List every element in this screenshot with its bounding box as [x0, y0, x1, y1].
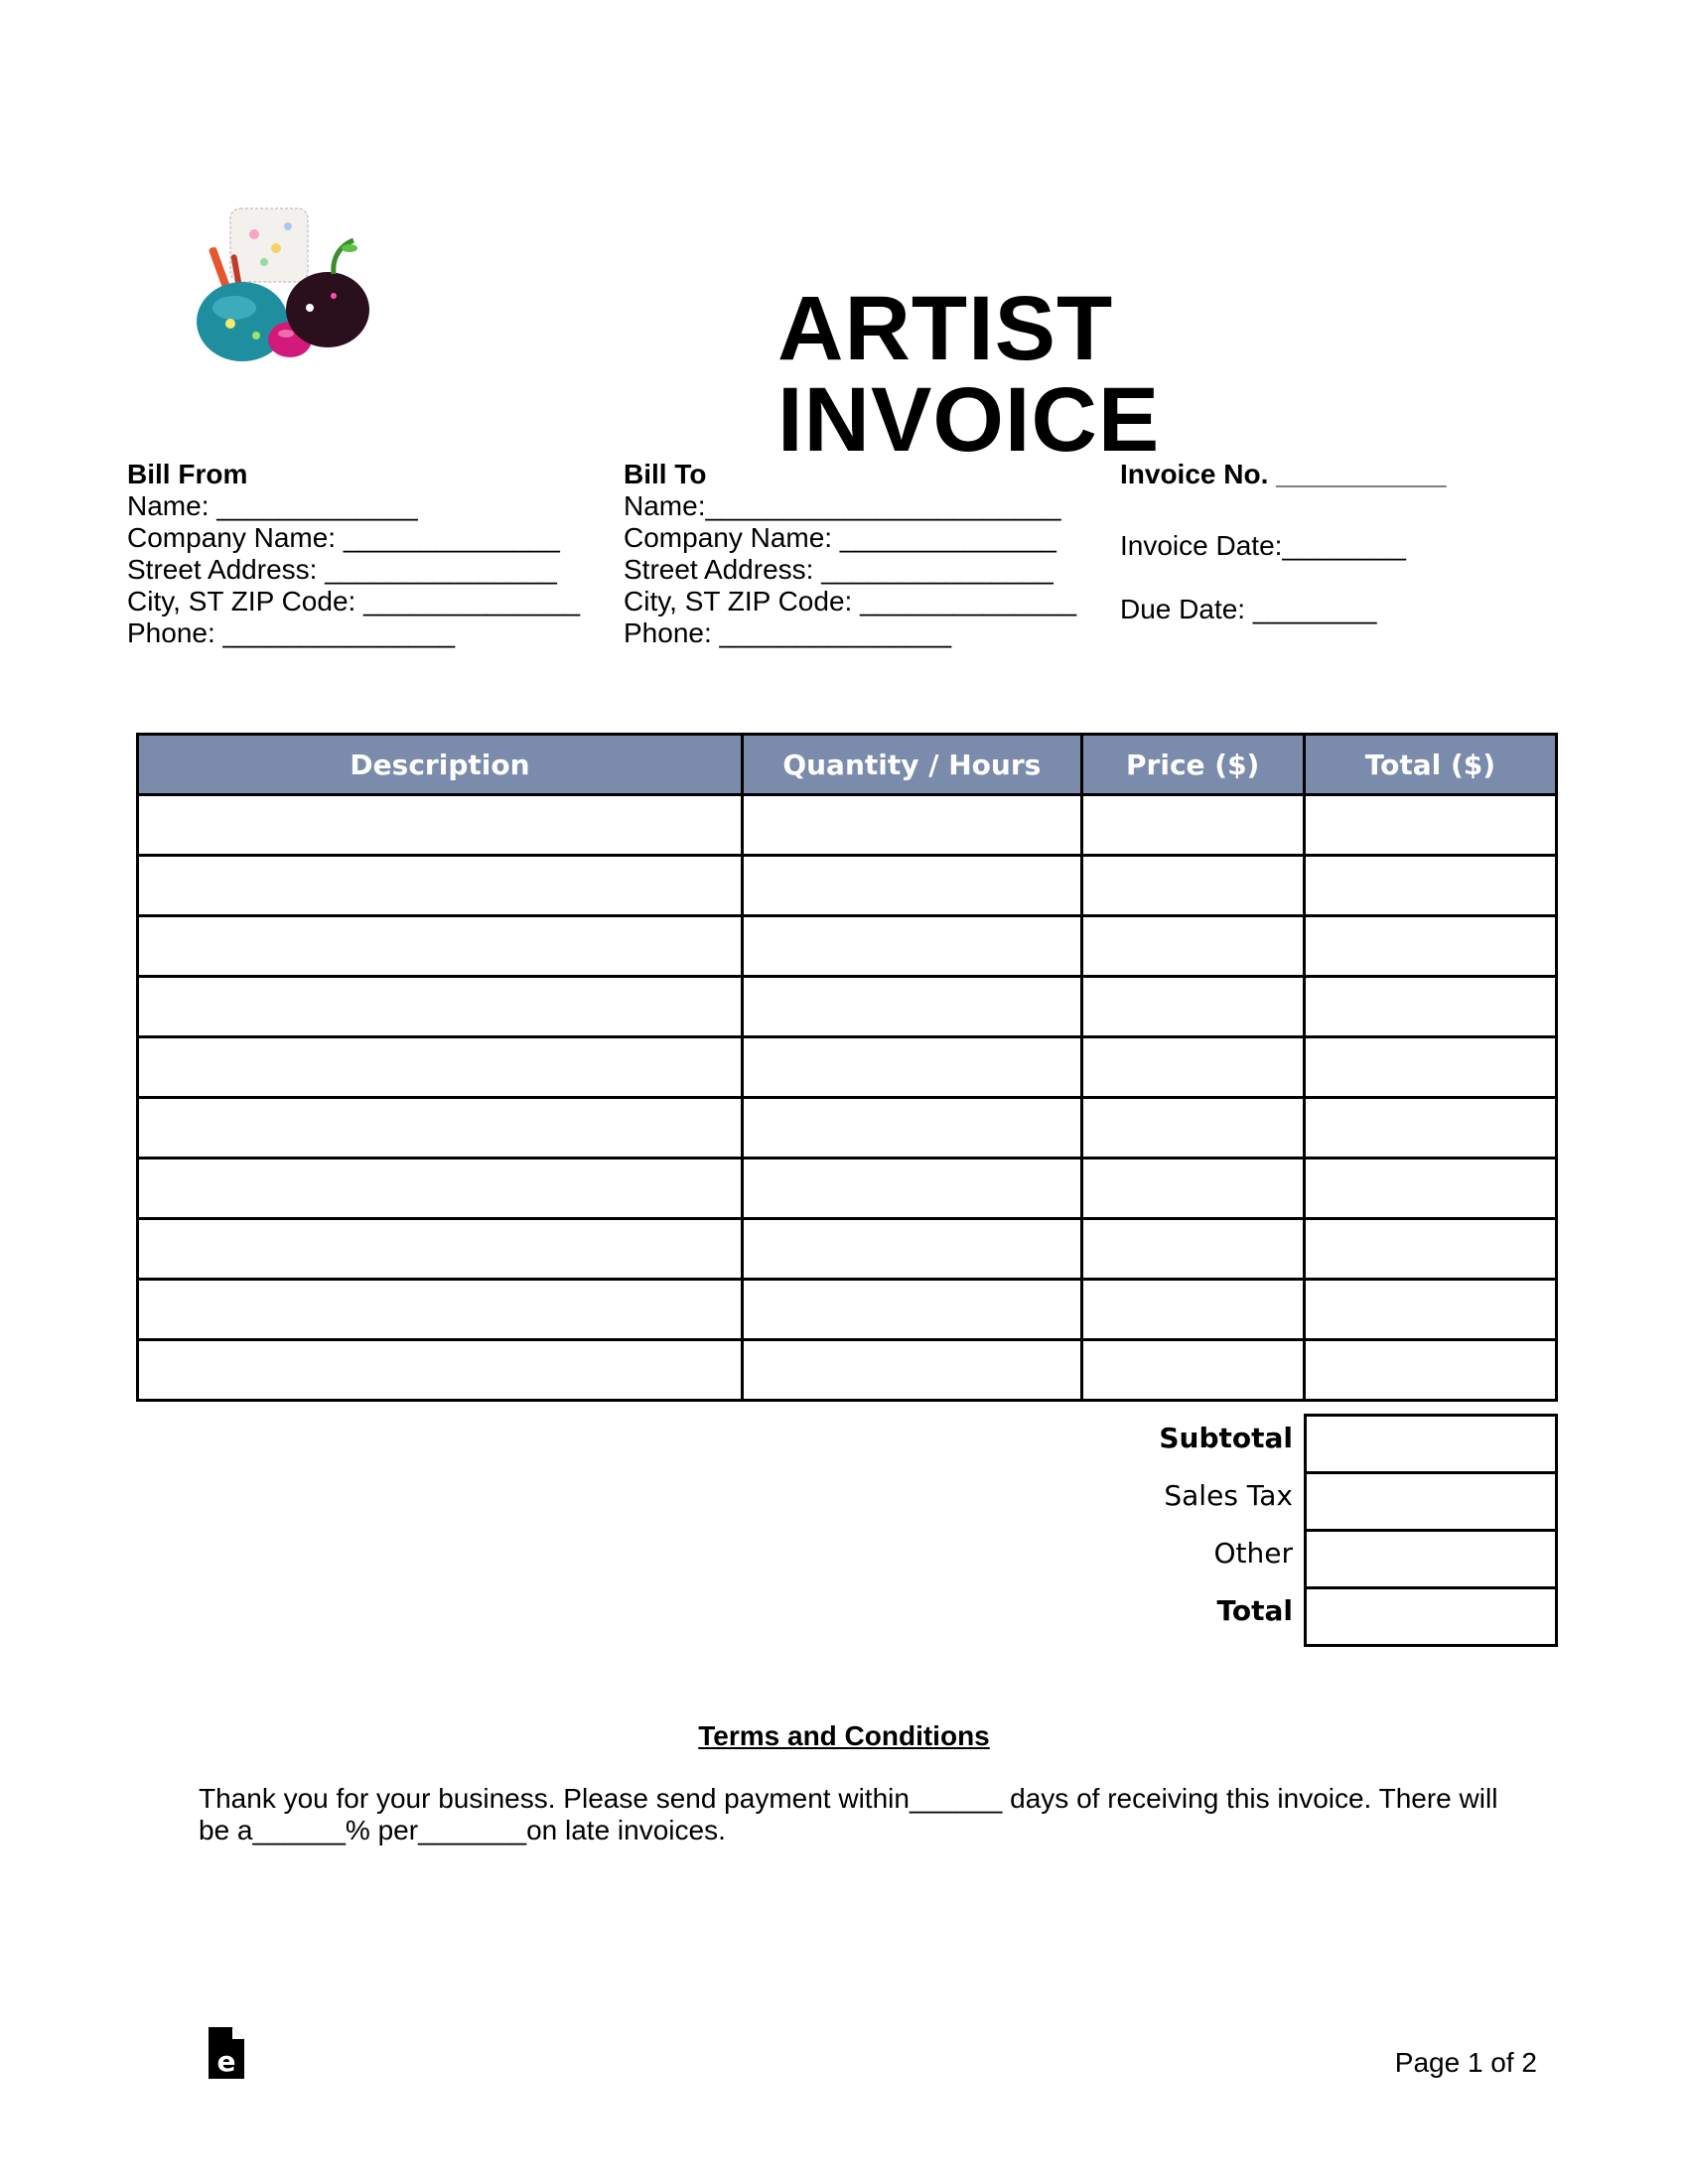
other-label: Other: [1213, 1537, 1293, 1570]
table-row: [138, 916, 1557, 977]
line-items-table: [136, 733, 1558, 1402]
quantity-cell[interactable]: [742, 1098, 1081, 1159]
total-cell[interactable]: [1304, 1159, 1556, 1219]
description-cell[interactable]: [138, 1280, 743, 1340]
totals-table: [1304, 1414, 1558, 1647]
bill-from-company-field[interactable]: Company Name: ______________: [127, 522, 560, 553]
quantity-cell[interactable]: [742, 1340, 1081, 1401]
total-cell[interactable]: [1304, 1037, 1556, 1098]
table-row: [138, 977, 1557, 1037]
page-number: Page 1 of 2: [1394, 2047, 1537, 2078]
table-row: [138, 1340, 1557, 1401]
column-header-description: Description: [138, 735, 743, 795]
bill-to-name-field[interactable]: Name:_______________________: [624, 490, 1061, 521]
bill-from-section: [127, 459, 594, 649]
column-header-price: Price ($): [1081, 735, 1304, 795]
bill-from-city-field[interactable]: City, ST ZIP Code: ______________: [127, 586, 581, 616]
description-cell[interactable]: [138, 1098, 743, 1159]
terms-title: Terms and Conditions: [698, 1720, 990, 1751]
price-cell[interactable]: [1081, 1037, 1304, 1098]
total-cell[interactable]: [1304, 977, 1556, 1037]
other-cell[interactable]: [1306, 1531, 1557, 1588]
price-cell[interactable]: [1081, 1159, 1304, 1219]
description-cell[interactable]: [138, 977, 743, 1037]
description-cell[interactable]: [138, 1219, 743, 1280]
column-header-total: Total ($): [1304, 735, 1556, 795]
description-cell[interactable]: [138, 916, 743, 977]
table-header-row: [138, 735, 1557, 795]
bill-to-company-field[interactable]: Company Name: ______________: [624, 522, 1056, 553]
invoice-info-section: [1120, 459, 1547, 624]
bill-from-street-field[interactable]: Street Address: _______________: [127, 554, 557, 585]
totals-labels: [993, 1414, 1293, 1644]
terms-text: Thank you for your business. Please send payment within______ days of receiving this invoice. There will be a______% per_______on late invoices.: [199, 1783, 1498, 1845]
subtotal-label: Subtotal: [1159, 1422, 1293, 1454]
price-cell[interactable]: [1081, 1098, 1304, 1159]
description-cell[interactable]: [138, 1340, 743, 1401]
description-cell[interactable]: [138, 856, 743, 916]
quantity-cell[interactable]: [742, 795, 1081, 856]
invoice-date-field[interactable]: Invoice Date:________: [1120, 530, 1406, 561]
bill-to-phone-field[interactable]: Phone: _______________: [624, 617, 952, 648]
table-row: [138, 1280, 1557, 1340]
bill-from-name-field[interactable]: Name: _____________: [127, 490, 418, 521]
invoice-number-field[interactable]: Invoice No. ___________: [1120, 459, 1447, 489]
invoice-title: ARTIST INVOICE: [777, 278, 1161, 471]
quantity-cell[interactable]: [742, 1159, 1081, 1219]
total-cell[interactable]: [1304, 1098, 1556, 1159]
subtotal-cell[interactable]: [1306, 1416, 1557, 1473]
table-row: [138, 1219, 1557, 1280]
svg-text:e: e: [216, 2045, 236, 2078]
bill-to-street-field[interactable]: Street Address: _______________: [624, 554, 1054, 585]
total-cell[interactable]: [1304, 856, 1556, 916]
quantity-cell[interactable]: [742, 977, 1081, 1037]
quantity-cell[interactable]: [742, 1037, 1081, 1098]
quantity-cell[interactable]: [742, 916, 1081, 977]
eforms-logo-icon: [207, 2025, 246, 2081]
price-cell[interactable]: [1081, 977, 1304, 1037]
sales-tax-cell[interactable]: [1306, 1473, 1557, 1531]
total-cell[interactable]: [1306, 1588, 1557, 1646]
sales-tax-label: Sales Tax: [1164, 1479, 1293, 1512]
total-cell[interactable]: [1304, 916, 1556, 977]
table-row: [138, 856, 1557, 916]
description-cell[interactable]: [138, 1159, 743, 1219]
price-cell[interactable]: [1081, 856, 1304, 916]
price-cell[interactable]: [1081, 916, 1304, 977]
table-row: [138, 1159, 1557, 1219]
total-cell[interactable]: [1304, 1340, 1556, 1401]
total-label: Total: [1216, 1594, 1293, 1627]
quantity-cell[interactable]: [742, 1219, 1081, 1280]
total-cell[interactable]: [1304, 1219, 1556, 1280]
bill-to-city-field[interactable]: City, ST ZIP Code: ______________: [624, 586, 1077, 616]
price-cell[interactable]: [1081, 1219, 1304, 1280]
quantity-cell[interactable]: [742, 1280, 1081, 1340]
description-cell[interactable]: [138, 1037, 743, 1098]
price-cell[interactable]: [1081, 795, 1304, 856]
price-cell[interactable]: [1081, 1340, 1304, 1401]
table-row: [138, 1098, 1557, 1159]
total-cell[interactable]: [1304, 795, 1556, 856]
table-row: [138, 1037, 1557, 1098]
bill-from-phone-field[interactable]: Phone: _______________: [127, 617, 456, 648]
art-supplies-logo-icon: [195, 205, 373, 363]
due-date-field[interactable]: Due Date: ________: [1120, 594, 1377, 624]
bill-to-section: [624, 459, 1090, 649]
quantity-cell[interactable]: [742, 856, 1081, 916]
table-row: [138, 795, 1557, 856]
bill-from-heading: Bill From: [127, 459, 248, 489]
column-header-quantity: Quantity / Hours: [742, 735, 1081, 795]
bill-to-heading: Bill To: [624, 459, 707, 489]
price-cell[interactable]: [1081, 1280, 1304, 1340]
total-cell[interactable]: [1304, 1280, 1556, 1340]
description-cell[interactable]: [138, 795, 743, 856]
